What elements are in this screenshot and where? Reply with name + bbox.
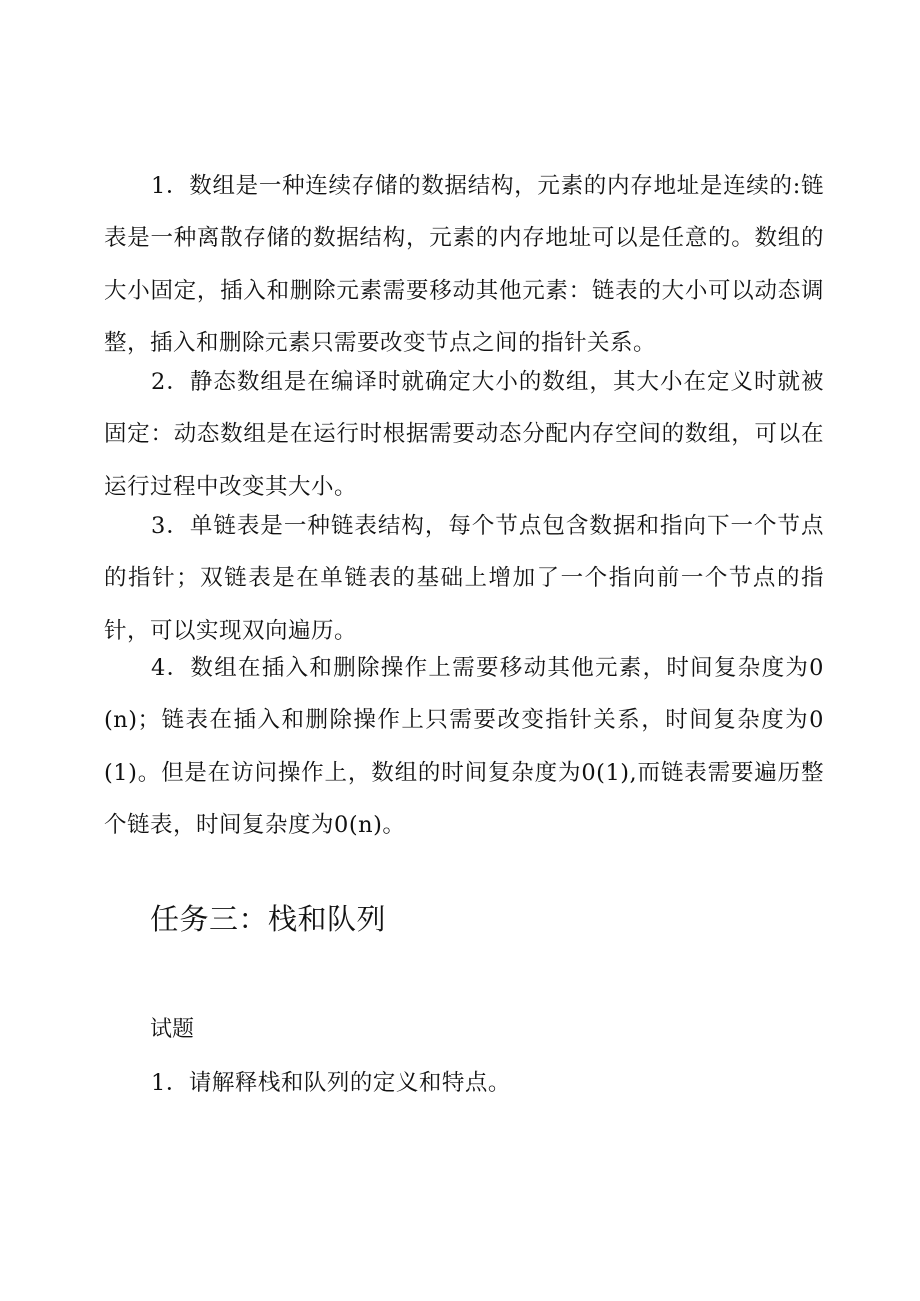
section-title: 任务三：栈和队列 xyxy=(150,902,387,936)
answer-paragraph-2: 2．静态数组是在编译时就确定大小的数组，其大小在定义时就被固定：动态数组是在运行时根据需要动态分配内存空间的数组，可以在运行过程中改变其大小。 xyxy=(104,369,824,500)
answer-paragraph-1: 1．数组是一种连续存储的数据结构，元素的内存地址是连续的:链表是一种离散存储的数据结构，元素的内存地址可以是任意的。数组的大小固定，插入和删除元素需要移动其他元素：链表的大小可以动态调整，插入和删除元素只需要改变节点之间的指针关系。 xyxy=(104,173,824,357)
answer-paragraph-3: 3．单链表是一种链表结构，每个节点包含数据和指向下一个节点的指针；双链表是在单链表的基础上增加了一个指向前一个节点的指针，可以实现双向遍历。 xyxy=(104,513,824,644)
section-subtitle: 试题 xyxy=(150,1017,195,1042)
answer-paragraph-4: 4．数组在插入和删除操作上需要移动其他元素，时间复杂度为0(n)；链表在插入和删除操作上只需要改变指针关系，时间复杂度为0(1)。但是在访问操作上，数组的时间复杂度为0(1),而链表需要遍历整个链表，时间复杂度为0(n)。 xyxy=(104,655,824,839)
question-1: 1．请解释栈和队列的定义和特点。 xyxy=(151,1070,511,1096)
